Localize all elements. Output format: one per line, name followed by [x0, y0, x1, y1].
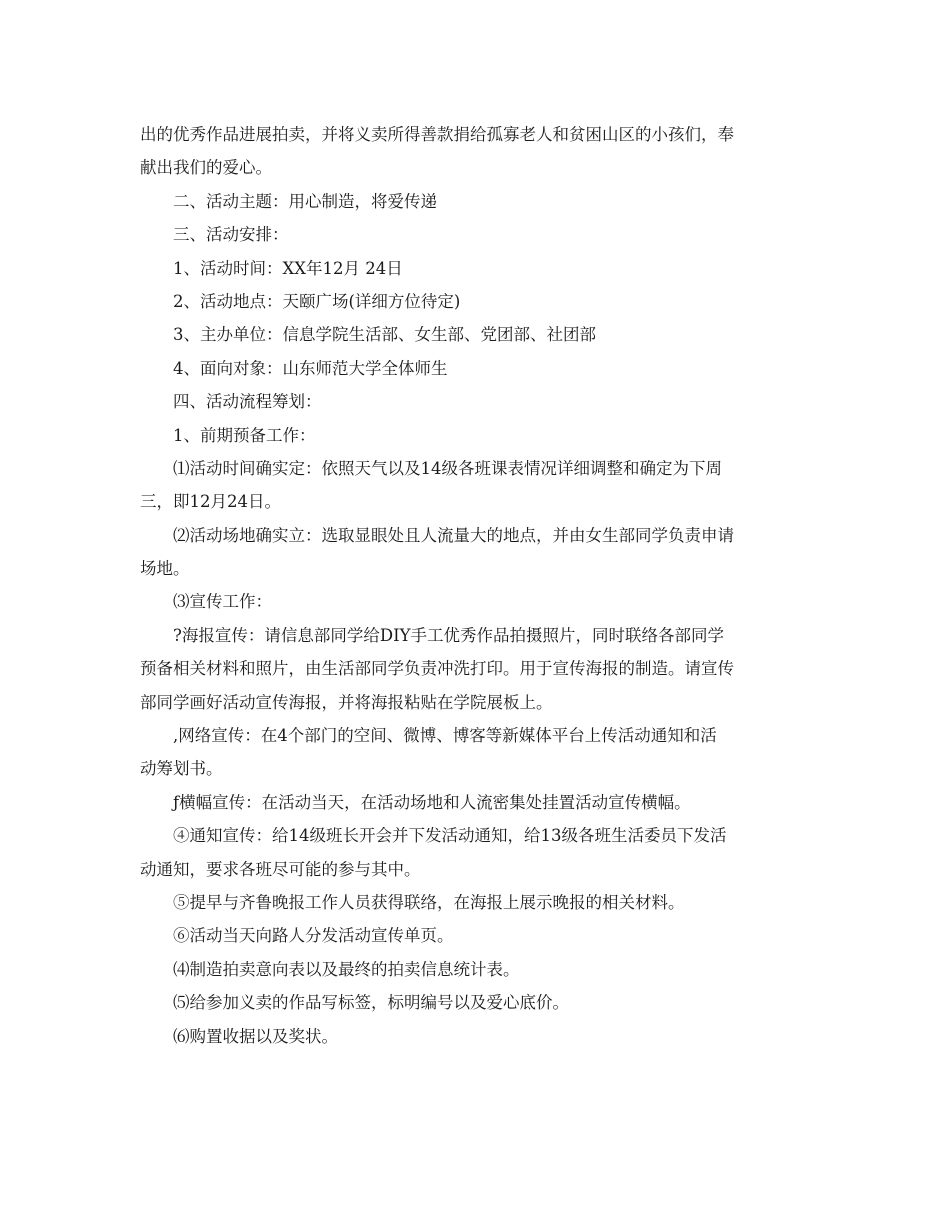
- text-line: 预备相关材料和照片，由生活部同学负责冲洗打印。用于宣传海报的制造。请宣传: [140, 659, 734, 679]
- text-line: ⑤提早与齐鲁晚报工作人员获得联络，在海报上展示晚报的相关材料。: [173, 892, 685, 912]
- text-line: ƒ横幅宣传：在活动当天，在活动场地和人流密集处挂置活动宣传横幅。: [173, 792, 691, 812]
- paragraph: [140, 318, 812, 351]
- text-line: 2、活动地点：天颐广场(详细方位待定): [173, 291, 461, 311]
- paragraph: [140, 786, 812, 819]
- text-line: ⑴活动时间确实定：依照天气以及14级各班课表情况详细调整和确定为下周: [173, 458, 722, 478]
- text-line: 四、活动流程筹划：: [173, 392, 322, 412]
- paragraph: [140, 953, 812, 986]
- document-body: [140, 118, 812, 1053]
- paragraph: [140, 218, 812, 251]
- text-line: 动筹划书。: [140, 759, 223, 779]
- paragraph: [140, 419, 812, 452]
- text-line: 4、面向对象：山东师范大学全体师生: [173, 358, 448, 378]
- text-line: 动通知，要求各班尽可能的参与其中。: [140, 859, 421, 879]
- paragraph: [140, 819, 812, 886]
- text-line: 3、主办单位：信息学院生活部、女生部、党团部、社团部: [173, 325, 596, 345]
- text-line: ?海报宣传：请信息部同学给DIY手工优秀作品拍摄照片，同时联络各部同学: [173, 625, 724, 645]
- text-line: ⑶宣传工作：: [173, 592, 272, 612]
- text-line: 部同学画好活动宣传海报，并将海报粘贴在学院展板上。: [140, 692, 553, 712]
- paragraph: [140, 385, 812, 418]
- text-line: 1、活动时间：XX年12月 24日: [173, 258, 403, 278]
- paragraph: [140, 452, 812, 519]
- paragraph: [140, 919, 812, 952]
- text-line: ⑥活动当天向路人分发活动宣传单页。: [173, 926, 454, 946]
- text-line: ④通知宣传：给14级班长开会并下发活动通知，给13级各班生活委员下发活: [173, 826, 727, 846]
- paragraph: [140, 1020, 812, 1053]
- paragraph: [140, 352, 812, 385]
- paragraph: [140, 585, 812, 618]
- text-line: 三，即12月24日。: [140, 492, 281, 512]
- paragraph: [140, 619, 812, 719]
- text-line: ⑵活动场地确实立：选取显眼处且人流量大的地点，并由女生部同学负责申请: [173, 525, 734, 545]
- paragraph: [140, 118, 812, 185]
- text-line: ⑹购置收据以及奖状。: [173, 1026, 338, 1046]
- text-line: 场地。: [140, 559, 190, 579]
- text-line: 献出我们的爱心。: [140, 158, 272, 178]
- paragraph: [140, 285, 812, 318]
- paragraph: [140, 986, 812, 1019]
- paragraph: [140, 185, 812, 218]
- text-line: ⑷制造拍卖意向表以及最终的拍卖信息统计表。: [173, 959, 520, 979]
- text-line: ,网络宣传：在4个部门的空间、微博、博客等新媒体平台上传活动通知和活: [173, 726, 717, 746]
- paragraph: [140, 719, 812, 786]
- paragraph: [140, 519, 812, 586]
- text-line: ⑸给参加义卖的作品写标签，标明编号以及爱心底价。: [173, 993, 569, 1013]
- paragraph: [140, 886, 812, 919]
- text-line: 三、活动安排：: [173, 225, 289, 245]
- text-line: 出的优秀作品进展拍卖，并将义卖所得善款捐给孤寡老人和贫困山区的小孩们，奉: [140, 125, 734, 144]
- text-line: 1、前期预备工作：: [173, 425, 316, 445]
- text-line: 二、活动主题：用心制造，将爱传递: [173, 191, 437, 211]
- paragraph: [140, 252, 812, 285]
